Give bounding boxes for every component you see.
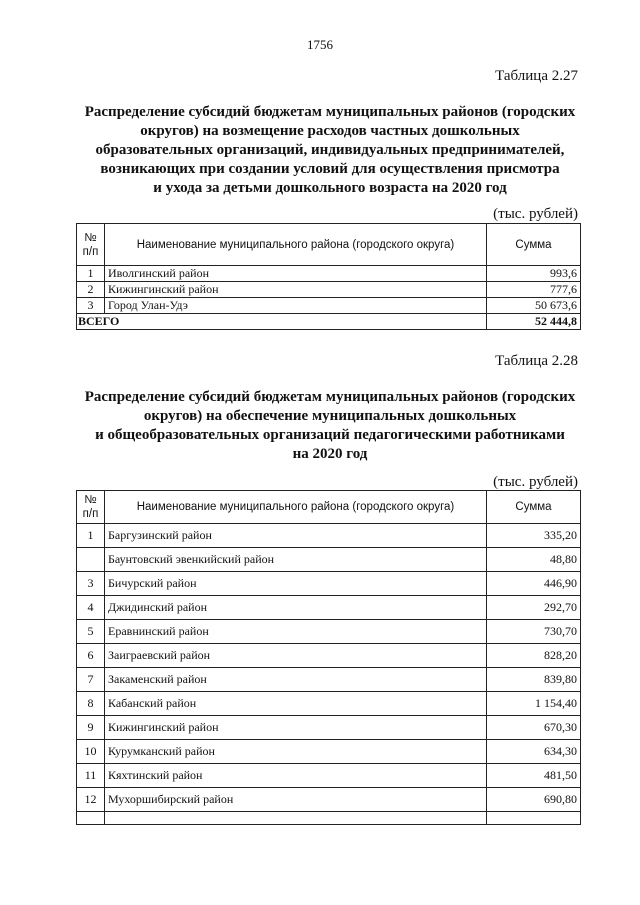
table-row	[77, 620, 581, 644]
header-num: № п/п	[77, 224, 105, 266]
row-name: Кяхтинский район	[105, 764, 487, 788]
table-row	[77, 644, 581, 668]
row-name: Заиграевский район	[105, 644, 487, 668]
row-amount: 730,70	[487, 620, 581, 644]
row-num: 10	[77, 740, 105, 764]
row-num: 8	[77, 692, 105, 716]
table-row	[77, 266, 581, 282]
subsidy-table-2-28	[76, 490, 581, 825]
row-num	[77, 548, 105, 572]
row-name: Город Улан-Удэ	[105, 298, 487, 314]
header-name: Наименование муниципального района (городского округа)	[105, 491, 487, 524]
table-row	[77, 668, 581, 692]
row-name: Курумканский район	[105, 740, 487, 764]
row-num: 2	[77, 282, 105, 298]
table-row	[77, 764, 581, 788]
row-name: Мухоршибирский район	[105, 788, 487, 812]
row-amount: 1 154,40	[487, 692, 581, 716]
total-row	[77, 314, 581, 330]
table-row	[77, 524, 581, 548]
table-header-row	[77, 491, 581, 524]
table-row	[77, 298, 581, 314]
title-line: Распределение субсидий бюджетам муниципальных районов (городских	[84, 389, 576, 405]
row-amount: 481,50	[487, 764, 581, 788]
row-name: Кабанский район	[105, 692, 487, 716]
table-header-row	[77, 224, 581, 266]
table-row	[77, 596, 581, 620]
table-row-empty	[77, 812, 581, 825]
table-row	[77, 692, 581, 716]
table-title	[70, 388, 590, 464]
page-number: 1756	[307, 37, 333, 52]
subsidy-table-2-27	[76, 223, 581, 330]
table-row	[77, 572, 581, 596]
title-line: округов) на обеспечение муниципальных дошкольных	[143, 408, 517, 424]
row-amount: 292,70	[487, 596, 581, 620]
units-label: (тыс. рублей)	[493, 206, 578, 222]
table-caption: Таблица 2.27	[495, 68, 578, 84]
title-line: Распределение субсидий бюджетам муниципальных районов (городских	[84, 104, 576, 120]
total-amount: 52 444,8	[487, 314, 581, 330]
table-caption: Таблица 2.28	[495, 353, 578, 369]
row-num: 5	[77, 620, 105, 644]
title-line: и ухода за детьми дошкольного возраста на 2020 год	[153, 180, 507, 196]
row-num: 12	[77, 788, 105, 812]
table-row	[77, 740, 581, 764]
row-num: 7	[77, 668, 105, 692]
header-num: № п/п	[77, 491, 105, 524]
row-name: Кижингинский район	[105, 716, 487, 740]
row-name: Иволгинский район	[105, 266, 487, 282]
row-name: Баргузинский район	[105, 524, 487, 548]
row-num: 1	[77, 524, 105, 548]
table-row	[77, 282, 581, 298]
total-label: ВСЕГО	[77, 314, 487, 330]
row-num: 9	[77, 716, 105, 740]
title-line: возникающих при создании условий для осуществления присмотра	[100, 161, 560, 177]
row-num: 6	[77, 644, 105, 668]
row-amount: 50 673,6	[487, 298, 581, 314]
table-title	[70, 103, 590, 198]
header-name: Наименование муниципального района (городского округа)	[105, 224, 487, 266]
header-amount: Сумма	[487, 224, 581, 266]
row-name: Закаменский район	[105, 668, 487, 692]
units-label: (тыс. рублей)	[493, 474, 578, 490]
row-amount: 670,30	[487, 716, 581, 740]
row-amount: 335,20	[487, 524, 581, 548]
table-row	[77, 548, 581, 572]
row-amount: 446,90	[487, 572, 581, 596]
row-num: 4	[77, 596, 105, 620]
row-num: 11	[77, 764, 105, 788]
row-num: 3	[77, 572, 105, 596]
row-name: Бичурский район	[105, 572, 487, 596]
row-amount: 839,80	[487, 668, 581, 692]
row-amount: 993,6	[487, 266, 581, 282]
row-amount: 634,30	[487, 740, 581, 764]
title-line: образовательных организаций, индивидуальных предпринимателей,	[95, 142, 565, 158]
row-amount: 690,80	[487, 788, 581, 812]
row-name: Еравнинский район	[105, 620, 487, 644]
title-line: и общеобразовательных организаций педагогическими работниками	[95, 427, 565, 443]
row-num: 3	[77, 298, 105, 314]
row-name: Кижингинский район	[105, 282, 487, 298]
table-row	[77, 788, 581, 812]
row-name: Джидинский район	[105, 596, 487, 620]
row-name: Баунтовский эвенкийский район	[105, 548, 487, 572]
row-num: 1	[77, 266, 105, 282]
header-amount: Сумма	[487, 491, 581, 524]
table-row	[77, 716, 581, 740]
title-line: на 2020 год	[292, 446, 368, 462]
row-amount: 777,6	[487, 282, 581, 298]
row-amount: 48,80	[487, 548, 581, 572]
title-line: округов) на возмещение расходов частных дошкольных	[140, 123, 520, 139]
row-amount: 828,20	[487, 644, 581, 668]
